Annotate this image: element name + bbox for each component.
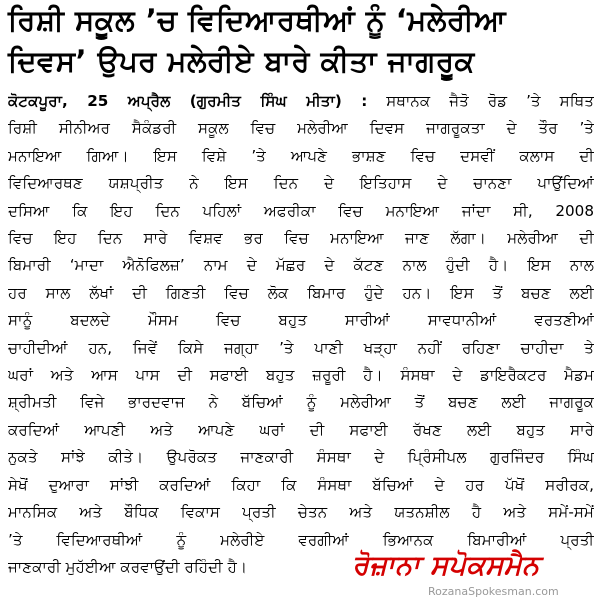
article-line: ਦਸਿਆ ਕਿ ਇਹ ਦਿਨ ਪਹਿਲਾਂ ਅਫਰੀਕਾ ਵਿਚ ਮਨਾਇਆ ਜਾਂਦਾ ਸੀ, 2008 — [8, 201, 594, 220]
article-line: ਕਰਦਿਆਂ ਆਪਣੀ ਅਤੇ ਆਪਣੇ ਘਰਾਂ ਦੀ ਸਫਾਈ ਰੱਖਣ ਲਈ ਬਹੁਤ ਸਾਰੇ — [8, 420, 594, 439]
dateline: ਕੋਟਕਪੂਰਾ, 25 ਅਪ੍ਰੈਲ (ਗੁਰਮੀਤ ਸਿੰਘ ਮੀਤਾ) : — [8, 92, 368, 110]
article-line: ਮਨਾਇਆ ਗਿਆ। ਇਸ ਵਿਸ਼ੇ ’ਤੇ ਆਪਣੇ ਭਾਸ਼ਣ ਵਿਚ ਦਸਵੀਂ ਕਲਾਸ ਦੀ — [8, 146, 594, 165]
article-line: ਨੁਕਤੇ ਸਾਂਝੇ ਕੀਤੇ। ਉਪਰੋਕਤ ਜਾਣਕਾਰੀ ਸੰਸਥਾ ਦੇ ਪ੍ਰਿੰਸੀਪਲ ਗੁਰਜਿੰਦਰ ਸਿੰਘ — [8, 448, 594, 467]
site-url: RozanaSpokesman.com — [428, 585, 559, 598]
article-line-last: ਜਾਣਕਾਰੀ ਮੁਹੱਈਆ ਕਰਵਾਉਂਦੀ ਰਹਿੰਦੀ ਹੈ। — [8, 557, 248, 576]
article-line: ਸ਼੍ਰੀਮਤੀ ਵਿਜੇ ਭਾਰਦਵਾਜ ਨੇ ਬੱਚਿਆਂ ਨੂੰ ਮਲੇਰੀਆ ਤੋਂ ਬਚਣ ਲਈ ਜਾਗਰੂਕ — [8, 393, 594, 412]
article-line-0-rest: ਸਥਾਨਕ ਜੈਤੋ ਰੋਡ ’ਤੇ ਸਥਿਤ — [367, 92, 594, 110]
headline-line-2: ਦਿਵਸ’ ਉਪਰ ਮਲੇਰੀਏ ਬਾਰੇ ਕੀਤਾ ਜਾਗਰੂਕ — [8, 44, 475, 78]
article-line: ਚਾਹੀਦੀਆਂ ਹਨ, ਜਿਵੇਂ ਕਿਸੇ ਜਗ੍ਹਾ ’ਤੇ ਪਾਣੀ ਖੜ੍ਹਾ ਨਹੀਂ ਰਹਿਣਾ ਚਾਹੀਦਾ ਤੇ — [8, 338, 594, 357]
masthead-logo: ਰੋਜ਼ਾਨਾ ਸਪੋਕਸਮੈਨ — [352, 550, 540, 581]
article-line: ਰਿਸ਼ੀ ਸੀਨੀਅਰ ਸੈਕੰਡਰੀ ਸਕੂਲ ਵਿਚ ਮਲੇਰੀਆ ਦਿਵਸ ਜਾਗਰੂਕਤਾ ਦੇ ਤੌਰ ’ਤੇ — [8, 119, 594, 138]
article-line: ਸੇਖੋਂ ਦੁਆਰਾ ਸਾਂਝੀ ਕਰਦਿਆਂ ਕਿਹਾ ਕਿ ਸੰਸਥਾ ਬੱਚਿਆਂ ਦੇ ਹਰ ਪੱਖੋਂ ਸਰੀਰਕ, — [8, 475, 594, 494]
article-line: ਵਿਦਿਆਰਥਣ ਯਸ਼ਪ੍ਰੀਤ ਨੇ ਇਸ ਦਿਨ ਦੇ ਇਤਿਹਾਸ ਦੇ ਚਾਨਣਾ ਪਾਉਂਦਿਆਂ — [8, 174, 594, 193]
article-body — [8, 88, 594, 581]
article-line: ਸਾਨੂੰ ਬਦਲਦੇ ਮੌਸਮ ਵਿਚ ਬਹੁਤ ਸਾਰੀਆਂ ਸਾਵਧਾਨੀਆਂ ਵਰਤਣੀਆਂ — [8, 311, 594, 330]
article-line: ’ਤੇ ਵਿਦਿਆਰਥੀਆਂ ਨੂੰ ਮਲੇਰੀਏ ਵਰਗੀਆਂ ਭਿਆਨਕ ਬਿਮਾਰੀਆਂ ਪ੍ਰਤੀ — [8, 530, 594, 549]
article-line: ਬਿਮਾਰੀ ‘ਮਾਦਾ ਐਨੋਫਿਲਜ਼’ ਨਾਮ ਦੇ ਮੱਛਰ ਦੇ ਕੱਟਣ ਨਾਲ ਹੁੰਦੀ ਹੈ। ਇਸ ਨਾਲ — [8, 256, 594, 275]
headline-line-1: ਰਿਸ਼ੀ ਸਕੂਲ ’ਚ ਵਿਦਿਆਰਥੀਆਂ ਨੂੰ ‘ਮਲੇਰੀਆ — [8, 3, 507, 37]
article-line: ਹਰ ਸਾਲ ਲੱਖਾਂ ਦੀ ਗਿਣਤੀ ਵਿਚ ਲੋਕ ਬਿਮਾਰ ਹੁੰਦੇ ਹਨ। ਇਸ ਤੋਂ ਬਚਣ ਲਈ — [8, 283, 594, 302]
article-line: ਮਾਨਸਿਕ ਅਤੇ ਬੌਧਿਕ ਵਿਕਾਸ ਪ੍ਰਤੀ ਚੇਤਨ ਅਤੇ ਯਤਨਸ਼ੀਲ ਹੈ ਅਤੇ ਸਮੇਂ-ਸਮੇਂ — [8, 503, 594, 522]
article-line: ਘਰਾਂ ਅਤੇ ਆਸ ਪਾਸ ਦੀ ਸਫਾਈ ਬਹੁਤ ਜ਼ਰੂਰੀ ਹੈ। ਸੰਸਥਾ ਦੇ ਡਾਇਰੈਕਟਰ ਮੈਡਮ — [8, 366, 594, 385]
headline — [8, 0, 592, 82]
article-line-0 — [8, 88, 594, 115]
article-line: ਵਿਚ ਇਹ ਦਿਨ ਸਾਰੇ ਵਿਸ਼ਵ ਭਰ ਵਿਚ ਮਨਾਇਆ ਜਾਣ ਲੱਗਾ। ਮਲੇਰੀਆ ਦੀ — [8, 229, 594, 248]
